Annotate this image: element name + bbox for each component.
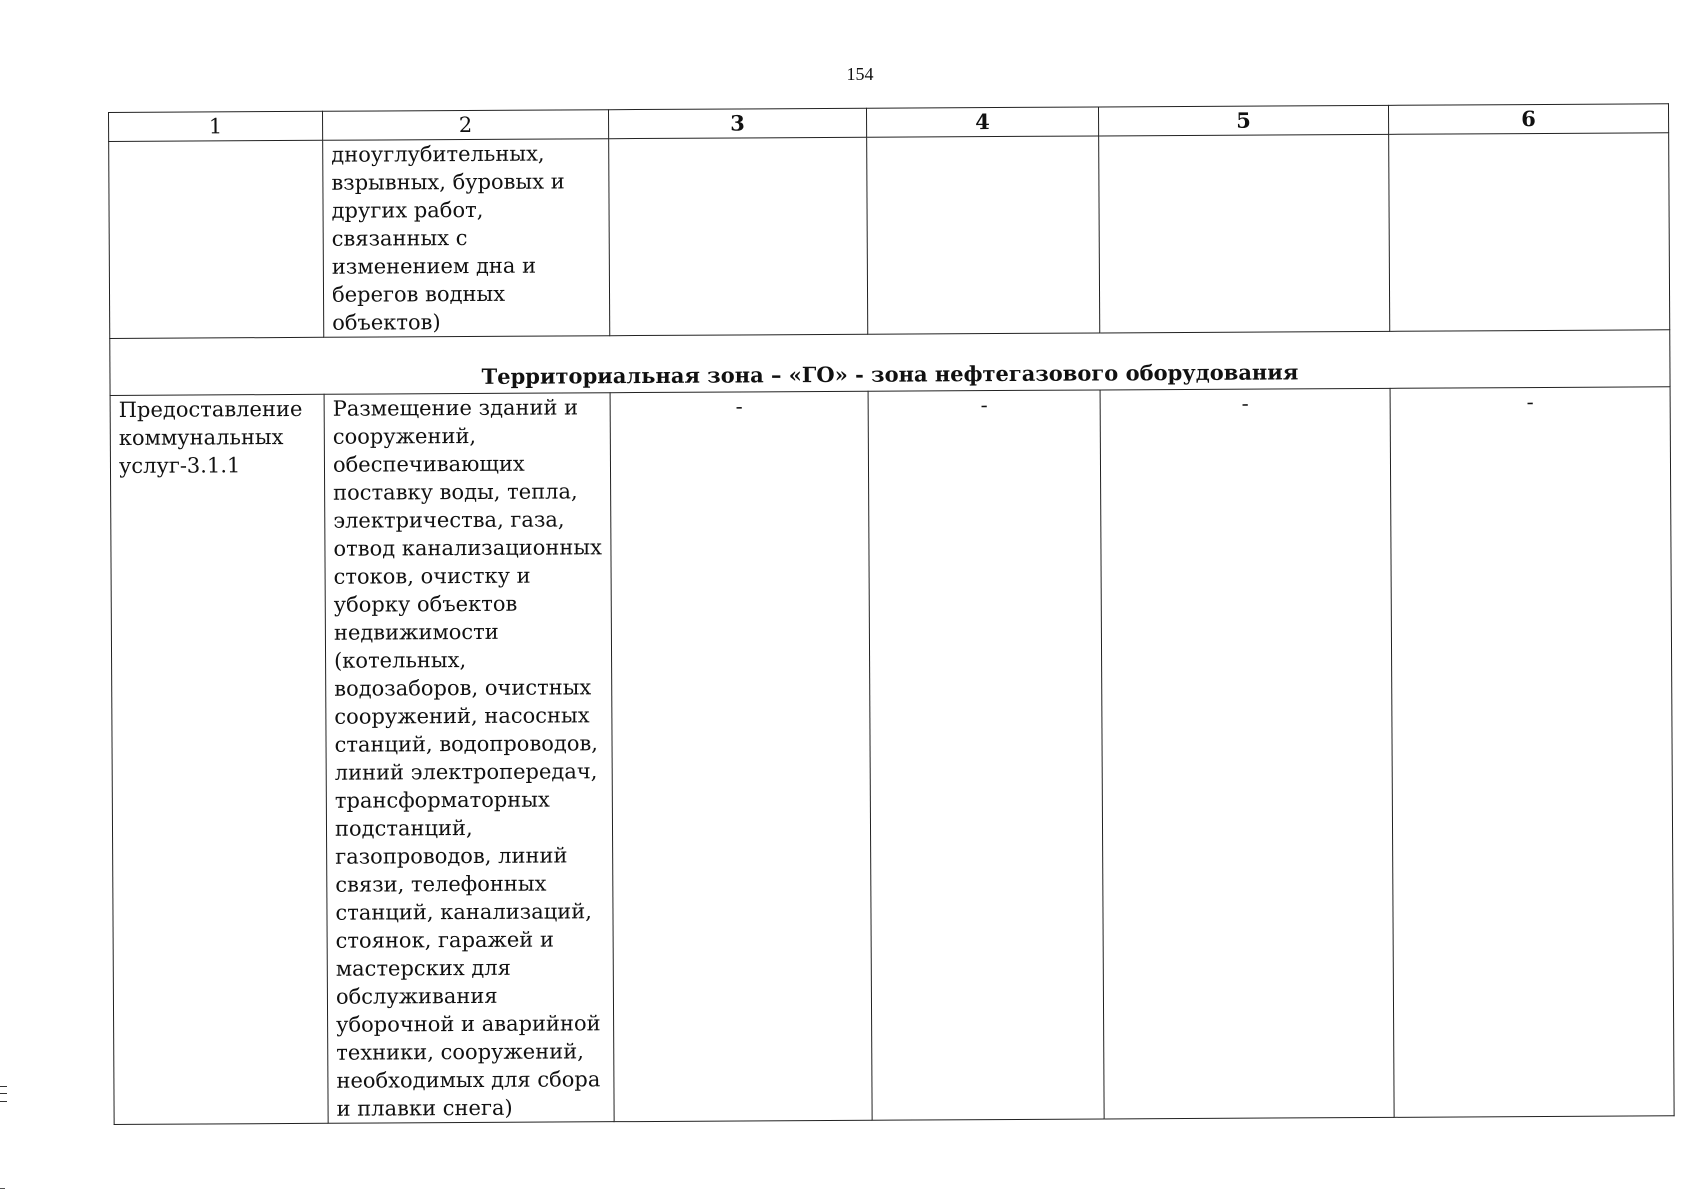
cell-use-type: Предоставление коммунальных услуг-3.1.1 <box>110 394 328 1124</box>
cell-col-3: - <box>610 391 872 1121</box>
header-col-4: 4 <box>866 107 1098 137</box>
cell-col-5 <box>1099 134 1390 333</box>
cell-col-1 <box>109 140 324 338</box>
cell-col-2: дноуглубительных, взрывных, буровых и других работ, связанных с изменением дна и берегов водных объектов) <box>323 139 610 338</box>
cell-use-description: Размещение зданий и сооружений, обеспечивающих поставку воды, тепла, электричества, газа, отвод канализационных стоков, очистку и уборку объектов недвижимости (котельных, водозаборов, очистных сооружений, насосных станций, водопроводов, линий электропередач, трансформаторных подстанций, газопроводов, линий связи, телефонных станций, канализаций, стоянок, гаражей и мастерских для обслуживания уборочной и аварийной техники, сооружений, необходимых для сбора и плавки снега) <box>324 393 614 1124</box>
header-col-2: 2 <box>322 110 608 141</box>
cell-col-5: - <box>1100 388 1394 1119</box>
page-number: 154 <box>846 64 874 84</box>
margin-tick-icon <box>0 1188 5 1189</box>
cell-col-4 <box>867 136 1100 334</box>
table-row <box>110 387 1674 1125</box>
cell-col-3 <box>609 137 868 335</box>
cell-col-6 <box>1389 133 1670 332</box>
header-col-1: 1 <box>109 111 323 141</box>
zone-title: Территориальная зона – «ГО» - зона нефтегазового оборудования <box>110 330 1670 396</box>
regulations-table <box>108 103 1675 1125</box>
header-col-3: 3 <box>608 108 866 138</box>
header-col-5: 5 <box>1098 105 1388 136</box>
header-col-6: 6 <box>1388 104 1668 135</box>
margin-mark-icon <box>0 1086 7 1102</box>
cell-col-6: - <box>1390 387 1674 1118</box>
cell-col-4: - <box>868 390 1104 1120</box>
zone-title-row <box>110 330 1670 396</box>
table-row <box>109 133 1670 339</box>
